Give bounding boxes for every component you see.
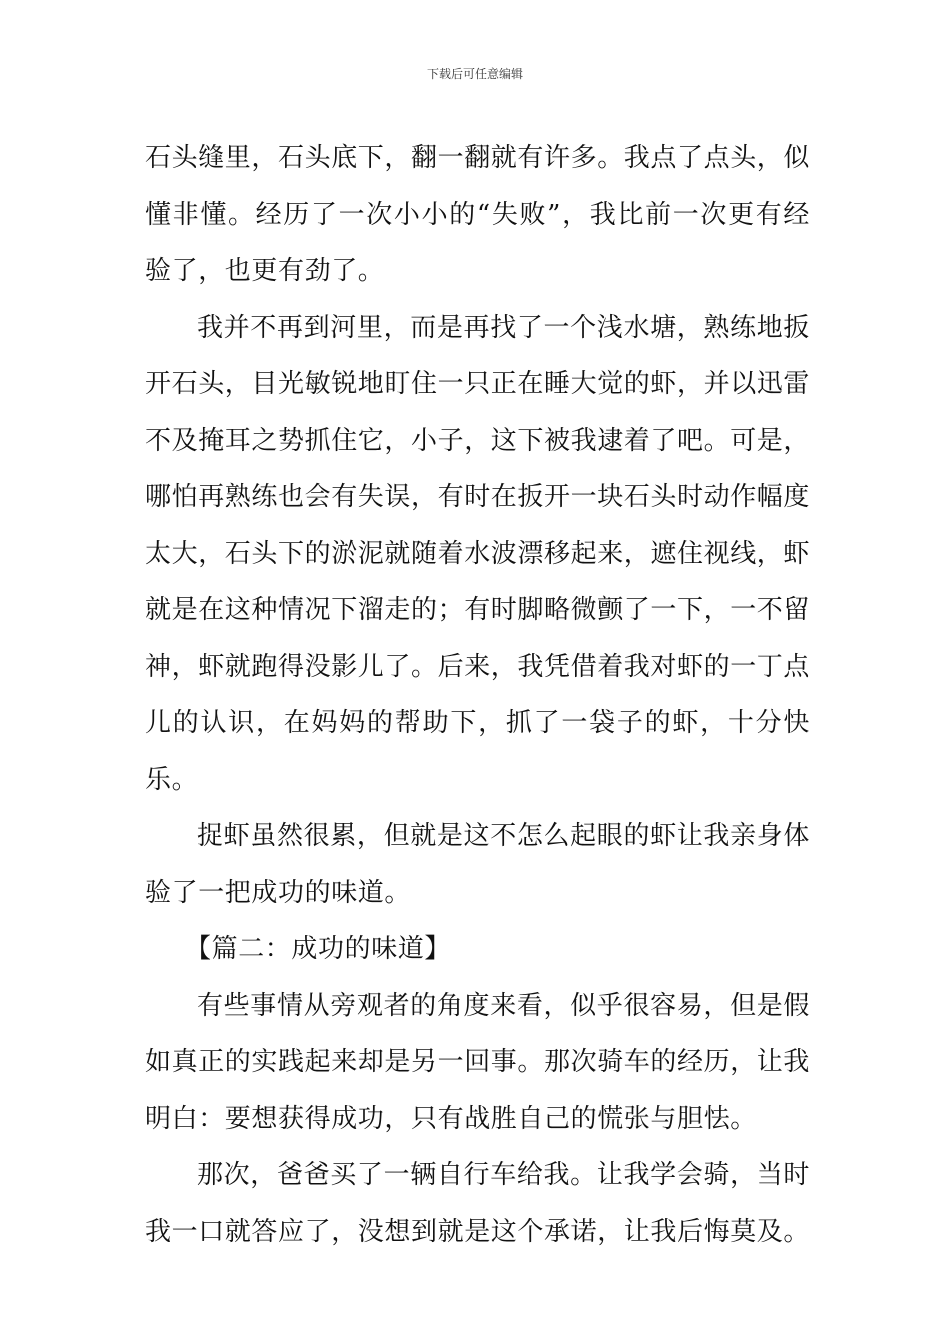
- page-header: 下载后可任意编辑: [426, 67, 523, 81]
- paragraph-5: 那次，爸爸买了一辆自行车给我。让我学会骑，当时我一口就答应了，没想到就是这个承诺，让我后悔莫及。: [145, 1160, 811, 1247]
- paragraph-3: 捉虾虽然很累，但就是这不怎么起眼的虾让我亲身体验了一把成功的味道。: [145, 821, 810, 908]
- paragraph-4: 有些事情从旁观者的角度来看，似乎很容易，但是假如真正的实践起来却是另一回事。那次骑车的经历，让我明白：要想获得成功，只有战胜自己的慌张与胆怯。: [145, 990, 811, 1134]
- section-heading: 【篇二：成功的味道】: [185, 934, 452, 964]
- paragraph-1: 石头缝里，石头底下，翻一翻就有许多。我点了点头，似懂非懂。经历了一次小小的“失败”，我比前一次更有经验了，也更有劲了。: [145, 143, 811, 286]
- paragraph-2: 我并不再到河里，而是再找了一个浅水塘，熟练地扳开石头，目光敏锐地盯住一只正在睡大觉的虾，并以迅雷不及掩耳之势抓住它，小子，这下被我逮着了吧。可是，哪怕再熟练也会有失误，有时在扳开一块石头时动作幅度太大，石头下的淤泥就随着水波漂移起来，遮住视线，虾就是在这种情况下溜走的；有时脚略微颤了一下，一不留神，虾就跑得没影儿了。后来，我凭借着我对虾的一丁点儿的认识，在妈妈的帮助下，抓了一袋子的虾，十分快乐。: [145, 312, 811, 795]
- document-body: [145, 130, 810, 1260]
